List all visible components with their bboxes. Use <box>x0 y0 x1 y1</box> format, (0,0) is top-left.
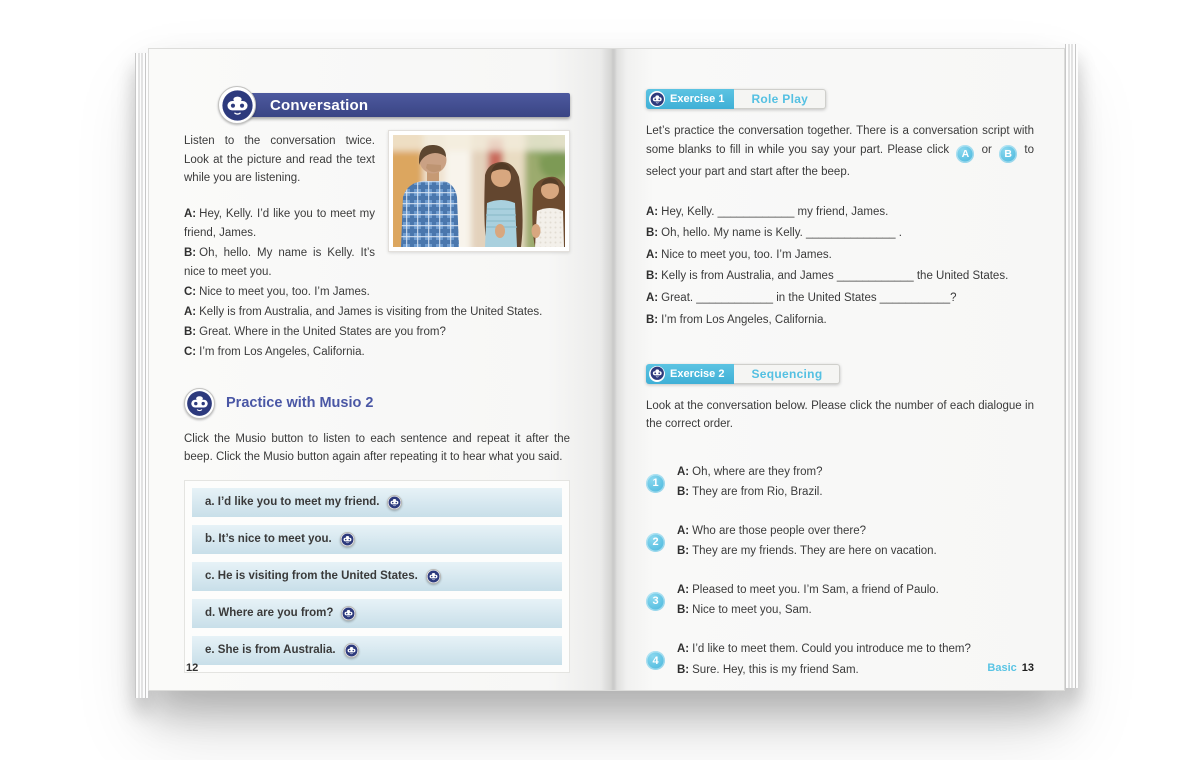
photo-woman-right <box>532 177 566 247</box>
dialogue-line: B: Oh, hello. My name is Kelly. ______________ . <box>646 227 902 240</box>
dialogue-line: B: Kelly is from Australia, and James ____________ the United States. <box>646 270 1009 283</box>
exercise2-tab-sequencing: Sequencing <box>734 364 840 384</box>
musio-play-button[interactable] <box>340 532 355 547</box>
musio-robot-icon <box>218 86 256 124</box>
sequence-item: 3 A: Pleased to meet you. I’m Sam, a friend of Paulo. B: Nice to meet you, Sam. <box>646 581 1034 621</box>
exercise1-dialogue <box>646 203 1034 330</box>
dialogue-line: B: Great. Where in the United States are you from? <box>184 326 446 339</box>
practice-sentence-row: e. She is from Australia. <box>192 636 562 665</box>
dialogue-line: A: Hey, Kelly. I’d like you to meet my friend, James. <box>184 207 375 239</box>
page-left <box>149 49 613 690</box>
page-number-right: Basic 13 <box>987 662 1034 674</box>
dialogue-line: C: I’m from Los Angeles, California. <box>184 346 365 359</box>
practice-sentence-list <box>184 480 570 673</box>
practice-instructions: Click the Musio button to listen to each sentence and repeat it after the beep. Click the Musio button again after repeating it to hear what you said. <box>184 432 570 464</box>
musio-robot-icon <box>649 366 665 382</box>
practice-sentence-row: a. I’d like you to meet my friend. <box>192 488 562 517</box>
musio-play-button[interactable] <box>344 643 359 658</box>
footer-basic-label: Basic <box>987 662 1017 674</box>
practice-title: Practice with Musio 2 <box>226 395 374 411</box>
book-spread <box>148 48 1065 691</box>
dialogue-line: B: Oh, hello. My name is Kelly. It’s nice to meet you. <box>184 247 375 279</box>
practice-header <box>184 388 570 419</box>
exercise1-badge: Exercise 1 <box>646 89 734 109</box>
exercise1-tab-role-play: Role Play <box>734 89 826 109</box>
musio-play-button[interactable] <box>426 569 441 584</box>
exercise2-header <box>646 364 1034 384</box>
musio-robot-icon <box>649 91 665 107</box>
part-a-button[interactable]: A <box>956 145 974 163</box>
photo-woman-center <box>484 162 522 247</box>
practice-sentence-row: c. He is visiting from the United States. <box>192 562 562 591</box>
dialogue-line: A: Nice to meet you, too. I’m James. <box>646 248 832 261</box>
practice-sentence-row: b. It’s nice to meet you. <box>192 525 562 554</box>
dialogue-line: A: Great. ____________ in the United States ___________? <box>646 292 957 305</box>
page-right <box>613 49 1064 690</box>
conversation-header <box>237 93 570 117</box>
conversation-title: Conversation <box>270 96 369 114</box>
conversation-photo <box>388 130 570 252</box>
exercise1-instructions: Let’s practice the conversation together. There is a conversation script with some blanks to fill in while you say your part. Please click A or B to select your part and start after the beep. <box>646 125 1035 179</box>
conversation-instructions: Listen to the conversation twice. Look at the picture and read the text while you are listening. <box>184 135 375 185</box>
dialogue-line: C: Nice to meet you, too. I’m James. <box>184 286 370 299</box>
page-number-left: 12 <box>186 662 199 674</box>
dialogue-line: B: I’m from Los Angeles, California. <box>646 313 827 326</box>
musio-play-button[interactable] <box>341 606 356 621</box>
page-stack-edge-right <box>1065 44 1078 688</box>
sequence-number-button[interactable]: 3 <box>646 592 665 611</box>
sequence-number-button[interactable]: 2 <box>646 533 665 552</box>
sequence-item: 1 A: Oh, where are they from? B: They are from Rio, Brazil. <box>646 463 1034 503</box>
exercise2-instructions: Look at the conversation below. Please click the number of each dialogue in the correct order. <box>646 399 1034 431</box>
sequence-number-button[interactable]: 4 <box>646 651 665 670</box>
sequence-number-button[interactable]: 1 <box>646 474 665 493</box>
dialogue-line: A: Hey, Kelly. ____________ my friend, James. <box>646 205 889 218</box>
sequence-item: 4 A: I’d like to meet them. Could you introduce me to them? B: Sure. Hey, this is my friend Sam. <box>646 640 1034 680</box>
page-stack-edge-left <box>135 53 148 698</box>
musio-robot-icon <box>184 388 215 419</box>
musio-play-button[interactable] <box>387 495 402 510</box>
exercise1-header <box>646 89 1034 109</box>
part-b-button[interactable]: B <box>999 145 1017 163</box>
exercise2-badge: Exercise 2 <box>646 364 734 384</box>
sequencing-list <box>646 463 1034 681</box>
practice-sentence-row: d. Where are you from? <box>192 599 562 628</box>
dialogue-line: A: Kelly is from Australia, and James is visiting from the United States. <box>184 306 543 319</box>
sequence-item: 2 A: Who are those people over there? B: They are my friends. They are here on vacation. <box>646 522 1034 562</box>
